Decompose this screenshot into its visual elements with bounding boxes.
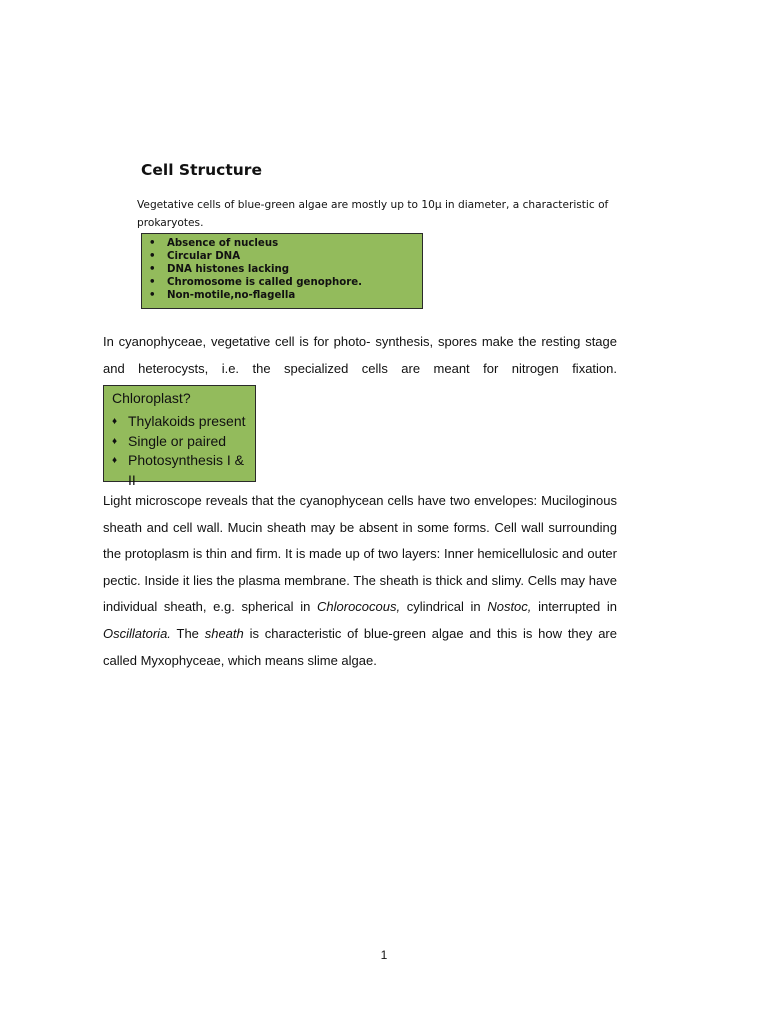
genus-name: Oscillatoria.	[103, 625, 171, 641]
list-item	[149, 276, 422, 289]
list-item-text: Single or paired	[128, 432, 227, 449]
paragraph-text: Light microscope reveals that the cyanophycean cells have two envelopes: Muciloginous sheath and cell wall. Mucin sheath may be absent in some forms. Cell wall surrounding the protoplasm is thin and firm. It is made up of two layers: Inner hemicellulosic and outer pectic. Inside it lies the plasma membrane. The sheath is thick and slimy. Cells may have individual sheath, e.g. spherical in	[103, 493, 617, 615]
list-item	[149, 237, 422, 250]
list-item-text: DNA histones lacking	[167, 264, 290, 275]
paragraph-text: is characteristic of blue-green algae and this is how they are called Myxophyceae, which means slime algae.	[103, 625, 617, 668]
list-item	[149, 263, 422, 276]
list-item-text: Photosynthesis I & II	[128, 452, 244, 488]
cell-envelope-paragraph	[103, 488, 617, 674]
prokaryote-features-list	[149, 237, 422, 302]
paragraph-text: interrupted in	[531, 599, 618, 615]
paragraph-text: The	[170, 625, 205, 641]
prokaryote-features-box	[141, 233, 423, 309]
bullet-icon: •	[149, 251, 156, 262]
genus-name: Nostoc,	[487, 599, 532, 615]
diamond-bullet-icon: ♦	[112, 435, 118, 447]
chloroplast-title: Chloroplast?	[112, 390, 191, 406]
list-item	[149, 250, 422, 263]
list-item-text: Absence of nucleus	[167, 238, 279, 249]
bullet-icon: •	[149, 264, 156, 275]
chloroplast-box	[103, 385, 256, 488]
intro-text: Vegetative cells of blue-green algae are mostly up to 10μ in diameter, a characteristic of prokaryotes.	[137, 199, 609, 229]
list-item	[112, 451, 255, 490]
cyanophyceae-paragraph: In cyanophyceae, vegetative cell is for photo- synthesis, spores make the resting stage and heterocysts, i.e. the specialized cells are meant for nitrogen fixation.	[103, 334, 617, 376]
list-item	[149, 289, 422, 302]
list-item-text: Circular DNA	[167, 251, 241, 262]
emphasized-term: sheath	[204, 625, 244, 641]
paragraph-text: cylindrical in	[400, 599, 488, 615]
diamond-bullet-icon: ♦	[112, 455, 118, 466]
bullet-icon: •	[149, 238, 156, 249]
list-item-text: Chromosome is called genophore.	[167, 277, 363, 288]
page-number: 1	[380, 948, 388, 962]
bullet-icon: •	[149, 277, 156, 288]
list-item	[112, 432, 255, 452]
list-item	[112, 412, 255, 432]
list-item-text: Non-motile,no-flagella	[167, 290, 296, 301]
genus-name: Chlorococous,	[317, 599, 401, 615]
chloroplast-list	[112, 412, 255, 490]
list-item-text: Thylakoids present	[128, 413, 246, 429]
section-title: Cell Structure	[141, 161, 262, 179]
diamond-bullet-icon: ♦	[112, 416, 118, 427]
bullet-icon: •	[149, 290, 156, 301]
